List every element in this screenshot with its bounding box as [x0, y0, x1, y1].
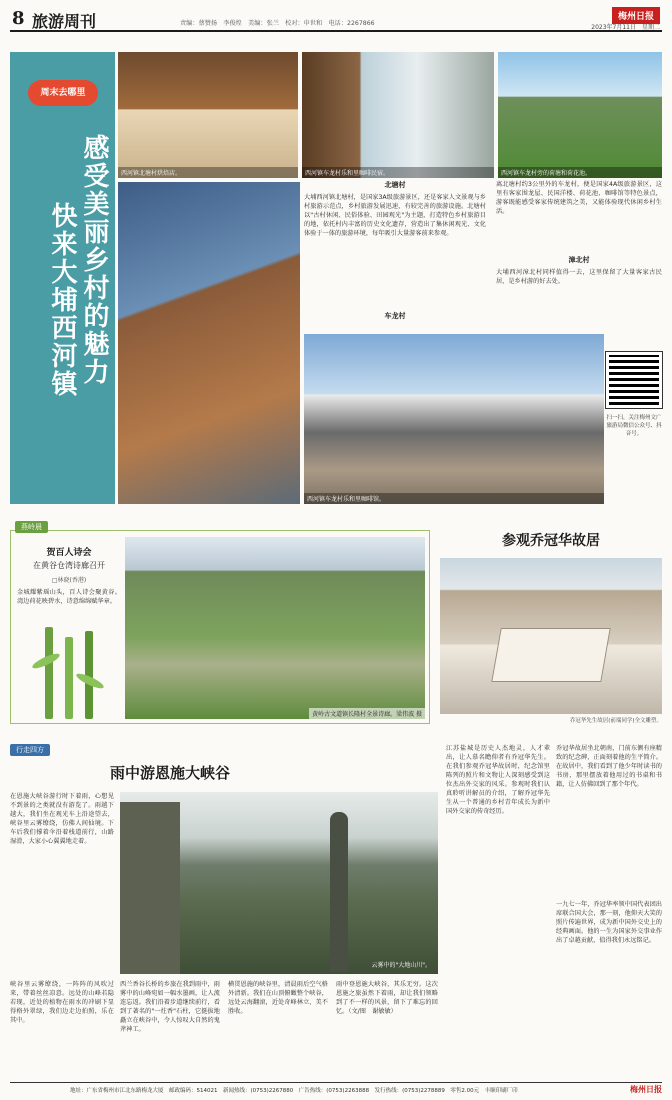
poem-author: □林晓(香港) — [51, 577, 87, 584]
visit-col2: 乔冠华故居坐北朝南，门前东侧有座精致的纪念碑，正面刻着他的生平简介。在故居中，我们看到了他少年时读书的书房，那里摆放着他用过的书桌和书籍，让人仿佛回到了那个年代。 — [556, 745, 662, 788]
col2-text: 离北塘村约3公里外的车龙村，便是国家4A级旅游景区，这里有客家围龙屋、民国洋楼、荷花池、咖啡馆等特色景点，游客既能感受客家传统建筑之美，又能体验现代休闲乡村生活。 — [496, 181, 662, 215]
page-header — [10, 6, 662, 32]
photo-caption: 西河镇北塘村烘焙店。 — [118, 167, 298, 178]
visit-col1: 江苏盐城是历史人杰地灵，人才辈出，让人慕名瞻仰者有乔冠华先生。在我们参观乔冠华故居时，纪念馆里陈列的照片和文物让人深刻感受到这位杰出外交家的风采。参观时我们认真聆听讲解员的介绍，了解乔冠华先生从一个普通的乡村青年成长为新中国外交家的传奇经历。 — [446, 745, 550, 815]
footer-text: 地址：广东省梅州市江北东路梅龙大厦 邮政编码：514021 新闻热线：(0753)2267880 广告热线：(0753)2263888 发行热线：(0753)2278889 零售2.00元 丰顺印刷厂印 — [70, 1088, 518, 1094]
feature-col1 — [304, 180, 486, 330]
feature-tag-text: 周末去哪里 — [40, 88, 86, 98]
rock-pillar — [330, 812, 348, 972]
travel-col4: 横贯恩施的峡谷里，清晨雨后空气格外清新。我们在山顶俯瞰整个峡谷，远处云海翻滚，近处奇峰林立，美不胜收。 — [228, 981, 328, 1015]
poem-tag: 燕岭晨 — [15, 521, 48, 533]
travel-col2: 峡谷里云雾缭绕，一阵阵的风吹过来，带着丝丝凉意。远处的山峰若隐若现，近处的植物在雨水的冲刷下显得格外翠绿，我们边走边拍照，乐在其中。 — [10, 981, 114, 1024]
photo-lotus-pond — [498, 52, 662, 178]
issue-date: 2023年7月11日 星期二 — [591, 24, 660, 31]
photo-coffee-house — [304, 334, 604, 504]
logo-text: 梅州日报 — [617, 12, 654, 22]
footer-logo: 梅州日报 — [630, 1085, 662, 1094]
feature-title-1: 感受美丽乡村的魅力 — [79, 134, 109, 386]
page-number: 8 — [12, 8, 25, 29]
photo-poetry-corridor — [125, 537, 425, 719]
photo-caption: 西河镇车龙村乐和里咖啡馆。 — [304, 493, 604, 504]
poem-section — [10, 523, 430, 724]
poem-text-block — [17, 545, 121, 624]
visit-col3: 一九七一年，乔冠华率领中国代表团出席联合国大会，那一刻，他仰天大笑的照片传遍世界，成为新中国外交史上的经典画面。他的一生为国家外交事业作出了卓越贡献，值得我们永远铭记。 — [556, 901, 662, 944]
poem-subtitle: 在黄谷仓湾诗廊召开 — [33, 561, 105, 570]
travel-section — [10, 744, 662, 1080]
visit-photo-caption: 乔冠华先生故居(前端同学)全文雕塑。 — [569, 718, 662, 724]
feature-title-2: 快来大埔西河镇 — [47, 202, 77, 398]
travel-col5: 雨中登恩施大峡谷，其乐无穷。这次恩施之旅虽然下着雨，却让我们领略到了不一样的风景，留下了难忘的回忆。（文/图 谢敏敏） — [336, 981, 438, 1015]
credits-line: 责编：蔡赞扬 李俊煌 美编：张兰 校对：申世和 电话：2267866 — [180, 20, 375, 27]
col2-heading: 漳北村 — [568, 256, 590, 264]
feature-col2 — [496, 180, 662, 330]
photo-bakery — [118, 52, 298, 178]
page-footer — [10, 1082, 662, 1096]
visit-section — [440, 530, 662, 726]
poem-lines: 金城耀紫瑶山头，百人诗会聚黄谷。湾边荷花映碧水，诗意绵绵赋华章。 — [17, 589, 121, 605]
section-title: 旅游周刊 — [32, 12, 97, 31]
qr-code — [606, 352, 662, 408]
book-sculpture — [491, 628, 611, 682]
visit-title: 参观乔冠华故居 — [502, 533, 600, 549]
photo-qiao-memorial — [440, 558, 662, 714]
col2-text-2: 大埔西河漳北村同样值得一去，这里保留了大量客家古民居，是乡村游的好去处。 — [496, 269, 662, 285]
travel-tag: 行走四方 — [10, 744, 50, 756]
travel-col1: 在恩施大峡谷游行时下着雨，心想见不到景的之类就没有游览了。雨越下越大，我们坐在观光车上沿途望去，峡谷里云雾缭绕，仿佛人间仙境。下车后我们撑着伞沿着栈道前行，山路湿滑，大家小心翼翼地走着。 — [10, 793, 114, 845]
qr-block — [606, 352, 662, 502]
feature-section — [10, 52, 662, 504]
travel-col3: 西兰香谷长桥的乡旅在我到雨中，雨雾中的山峰宛如一幅水墨画，让人流连忘返。我们沿着步道继续前行，看到了著名的"一炷香"石柱，它挺拔地矗立在峡谷中，令人惊叹大自然的鬼斧神工。 — [120, 981, 220, 1033]
photo-enshi-canyon — [120, 792, 438, 974]
col1-heading: 北塘村 — [384, 181, 406, 189]
feature-tag — [28, 80, 98, 106]
photo-building-glass — [118, 182, 300, 504]
photo-caption: 黄岭古文道镇长隆村全景诗廊。梁伟波 摄 — [309, 708, 425, 719]
photo-caption: 云雾中的"大地山川"。 — [371, 962, 431, 969]
rock-cliff — [120, 802, 180, 974]
bamboo-illustration — [31, 627, 107, 719]
photo-coffee-bnb — [302, 52, 494, 178]
travel-title: 雨中游恩施大峡谷 — [110, 764, 231, 782]
col1-text: 大埔西河镇北塘村，是国家3A级旅游景区，还是客家人文景观与乡村旅游示范点，乡村旅游发展迅速，有较完善的旅游设施。北塘村以"古村休闲、民俗体验、田园观光"为主题，打造特色乡村旅游目的地，依托村内丰富的历史文化遗存，营造出了集休闲观光、文化体验于一体的旅游环境，每年吸引大量游客前来参观。 — [304, 194, 486, 237]
poem-title: 贺百人诗会 — [46, 548, 92, 558]
qr-caption: 扫一扫，关注梅州文广旅游局微信公众号、抖音号。 — [606, 415, 662, 437]
photo-caption: 西河镇车龙村乐和里咖啡民宿。 — [302, 167, 494, 178]
photo-caption: 西河镇车龙村旁的荷塘和荷花池。 — [498, 167, 662, 178]
col1-sub: 车龙村 — [384, 312, 406, 320]
